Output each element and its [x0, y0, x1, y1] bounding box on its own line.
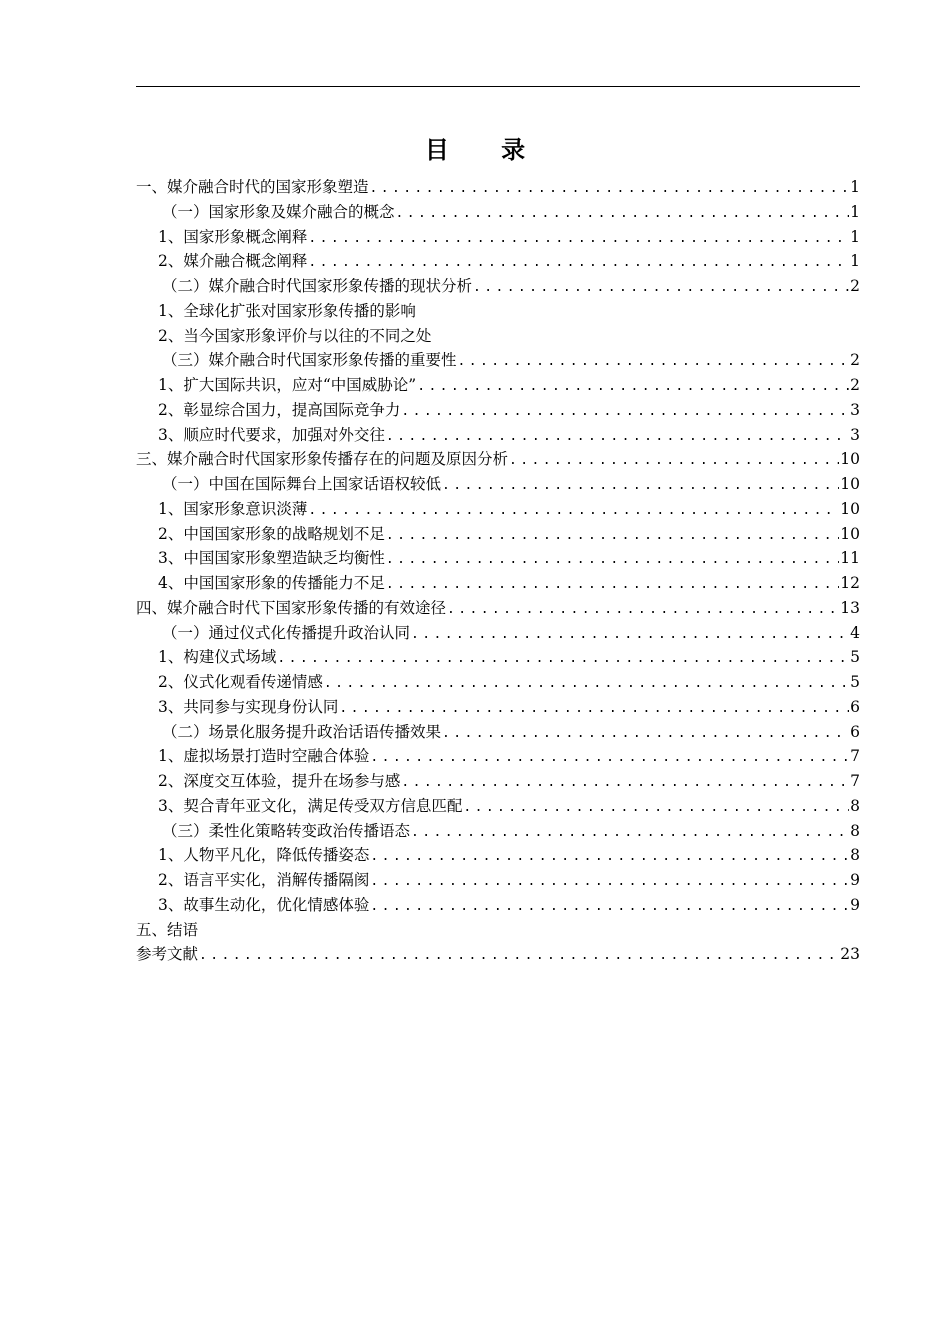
toc-entry[interactable]: [136, 225, 860, 250]
toc-entry-page-number: 1: [850, 178, 860, 196]
toc-entry-page-number: 6: [850, 722, 860, 741]
toc-entry-label: 3、契合青年亚文化，满足传受双方信息匹配: [158, 796, 463, 815]
toc-entry-label: （一）通过仪式化传播提升政治认同: [162, 623, 411, 642]
toc-entry-page-number: 5: [850, 673, 860, 691]
toc-entry-label: 2、彰显综合国力，提高国际竞争力: [158, 400, 401, 419]
toc-dot-leader: [442, 722, 849, 747]
toc-entry-label: 3、共同参与实现身份认同: [158, 697, 339, 716]
table-of-contents: [136, 175, 860, 967]
toc-dot-leader: [370, 177, 850, 202]
toc-entry[interactable]: [136, 942, 860, 967]
toc-dot-leader: [417, 375, 849, 400]
toc-entry-label: 1、构建仪式场域: [158, 648, 277, 667]
toc-entry-label: （一）中国在国际舞台上国家话语权较低: [162, 475, 442, 493]
toc-entry-label: 四、媒介融合时代下国家形象传播的有效途径: [136, 598, 447, 617]
toc-dot-leader: [386, 573, 839, 598]
toc-entry-page-number: 10: [840, 475, 860, 493]
toc-entry[interactable]: [136, 670, 860, 695]
toc-entry[interactable]: [136, 373, 860, 398]
toc-entry-label: 4、中国国家形象的传播能力不足: [158, 574, 385, 592]
toc-entry[interactable]: [136, 571, 860, 596]
toc-dot-leader: [370, 895, 849, 920]
toc-entry-page-number: 7: [850, 772, 860, 790]
toc-dot-leader: [370, 845, 849, 870]
toc-entry-label: 3、中国国家形象塑造缺乏均衡性: [158, 549, 385, 568]
toc-entry[interactable]: [136, 720, 860, 745]
toc-entry-page-number: 2: [850, 277, 860, 295]
toc-entry-page-number: 7: [850, 747, 860, 766]
toc-entry-label: （二）场景化服务提升政治话语传播效果: [162, 722, 442, 741]
toc-dot-leader: [308, 227, 849, 252]
toc-entry[interactable]: [136, 274, 860, 299]
toc-entry[interactable]: [136, 695, 860, 720]
toc-entry-label: 2、中国国家形象的战略规划不足: [158, 524, 385, 543]
toc-dot-leader: [401, 400, 849, 425]
toc-entry-label: 五、结语: [136, 920, 199, 939]
toc-entry-label: 3、顺应时代要求，加强对外交往: [158, 425, 385, 444]
toc-entry-label: 三、媒介融合时代国家形象传播存在的问题及原因分析: [136, 450, 509, 469]
toc-entry-page-number: 8: [850, 846, 860, 865]
toc-entry-label: 2、仪式化观看传递情感: [158, 673, 323, 691]
toc-entry-page-number: 4: [850, 623, 860, 642]
toc-entry[interactable]: [136, 918, 860, 943]
toc-entry-page-number: 1: [850, 252, 860, 271]
toc-entry[interactable]: [136, 744, 860, 769]
toc-entry[interactable]: [136, 249, 860, 274]
toc-dot-leader: [370, 746, 849, 771]
toc-entry[interactable]: [136, 794, 860, 819]
toc-entry[interactable]: [136, 348, 860, 373]
toc-entry[interactable]: [136, 645, 860, 670]
toc-entry-page-number: 11: [840, 549, 860, 568]
toc-dot-leader: [339, 697, 849, 722]
toc-entry[interactable]: [136, 497, 860, 522]
toc-entry[interactable]: [136, 447, 860, 472]
toc-entry-label: 1、全球化扩张对国家形象传播的影响: [158, 301, 416, 320]
toc-dot-leader: [308, 499, 839, 524]
toc-entry-label: 1、国家形象概念阐释: [158, 227, 308, 246]
toc-entry-page-number: 2: [850, 351, 860, 370]
toc-dot-leader: [308, 251, 849, 276]
toc-dot-leader: [324, 672, 849, 697]
toc-dot-leader: [396, 202, 850, 227]
toc-entry-label: （三）柔性化策略转变政治传播语态: [162, 821, 411, 840]
toc-entry[interactable]: [136, 621, 860, 646]
toc-dot-leader: [447, 598, 839, 623]
toc-dot-leader: [386, 548, 839, 573]
toc-entry[interactable]: [136, 398, 860, 423]
toc-dot-leader: [277, 647, 849, 672]
toc-entry-page-number: 13: [840, 598, 860, 617]
toc-dot-leader: [386, 524, 839, 549]
toc-entry[interactable]: [136, 423, 860, 448]
toc-entry[interactable]: [136, 843, 860, 868]
toc-dot-leader: [458, 350, 850, 375]
toc-dot-leader: [473, 276, 849, 301]
toc-entry[interactable]: [136, 769, 860, 794]
toc-entry-label: 1、虚拟场景打造时空融合体验: [158, 747, 370, 766]
toc-entry-label: 1、人物平凡化，降低传播姿态: [158, 846, 370, 865]
toc-entry-page-number: 12: [840, 574, 860, 592]
toc-dot-leader: [370, 870, 849, 895]
toc-entry-page-number: 9: [850, 895, 860, 914]
toc-entry-page-number: 6: [850, 697, 860, 716]
toc-entry-label: （二）媒介融合时代国家形象传播的现状分析: [162, 277, 473, 295]
toc-entry[interactable]: [136, 868, 860, 893]
toc-entry-page-number: 1: [850, 227, 860, 246]
toc-dot-leader: [463, 796, 849, 821]
toc-dot-leader: [442, 474, 839, 499]
toc-dot-leader: [411, 623, 849, 648]
toc-entry-label: 参考文献: [136, 945, 199, 964]
toc-entry-page-number: 2: [850, 376, 860, 394]
toc-dot-leader: [509, 449, 839, 474]
toc-dot-leader: [401, 771, 849, 796]
toc-entry-label: 1、国家形象意识淡薄: [158, 499, 308, 518]
toc-entry[interactable]: [136, 596, 860, 621]
toc-entry-page-number: 1: [850, 202, 860, 221]
toc-entry[interactable]: [136, 175, 860, 200]
toc-entry[interactable]: [136, 299, 860, 324]
toc-entry-page-number: 23: [840, 945, 860, 964]
toc-entry-label: 2、深度交互体验，提升在场参与感: [158, 772, 401, 790]
toc-entry-page-number: 10: [840, 450, 860, 469]
toc-entry-label: 3、故事生动化，优化情感体验: [158, 895, 370, 914]
toc-entry-page-number: 3: [850, 425, 860, 444]
toc-entry-page-number: 10: [840, 524, 860, 543]
toc-entry-page-number: 3: [850, 400, 860, 419]
toc-entry-label: 2、语言平实化，消解传播隔阂: [158, 871, 370, 889]
toc-entry[interactable]: [136, 324, 860, 349]
header-rule: [136, 86, 860, 87]
toc-entry-page-number: 5: [850, 648, 860, 667]
toc-entry[interactable]: [136, 472, 860, 497]
toc-entry-label: （三）媒介融合时代国家形象传播的重要性: [162, 351, 457, 370]
toc-dot-leader: [199, 944, 839, 969]
page-title: 目 录: [424, 135, 548, 164]
toc-entry[interactable]: [136, 522, 860, 547]
toc-entry[interactable]: [136, 893, 860, 918]
toc-entry-label: （一）国家形象及媒介融合的概念: [162, 202, 395, 221]
toc-entry-page-number: 8: [850, 821, 860, 840]
toc-entry[interactable]: [136, 546, 860, 571]
toc-entry-label: 一、媒介融合时代的国家形象塑造: [136, 178, 369, 196]
toc-dot-leader: [411, 821, 849, 846]
toc-entry-label: 1、扩大国际共识，应对“中国威胁论”: [158, 376, 417, 394]
toc-entry-label: 2、媒介融合概念阐释: [158, 252, 308, 271]
toc-entry-page-number: 8: [850, 796, 860, 815]
toc-entry-page-number: 9: [850, 871, 860, 889]
toc-entry[interactable]: [136, 200, 860, 225]
toc-entry[interactable]: [136, 819, 860, 844]
toc-entry-page-number: 10: [840, 499, 860, 518]
toc-dot-leader: [386, 425, 849, 450]
toc-entry-label: 2、当今国家形象评价与以往的不同之处: [158, 326, 432, 345]
